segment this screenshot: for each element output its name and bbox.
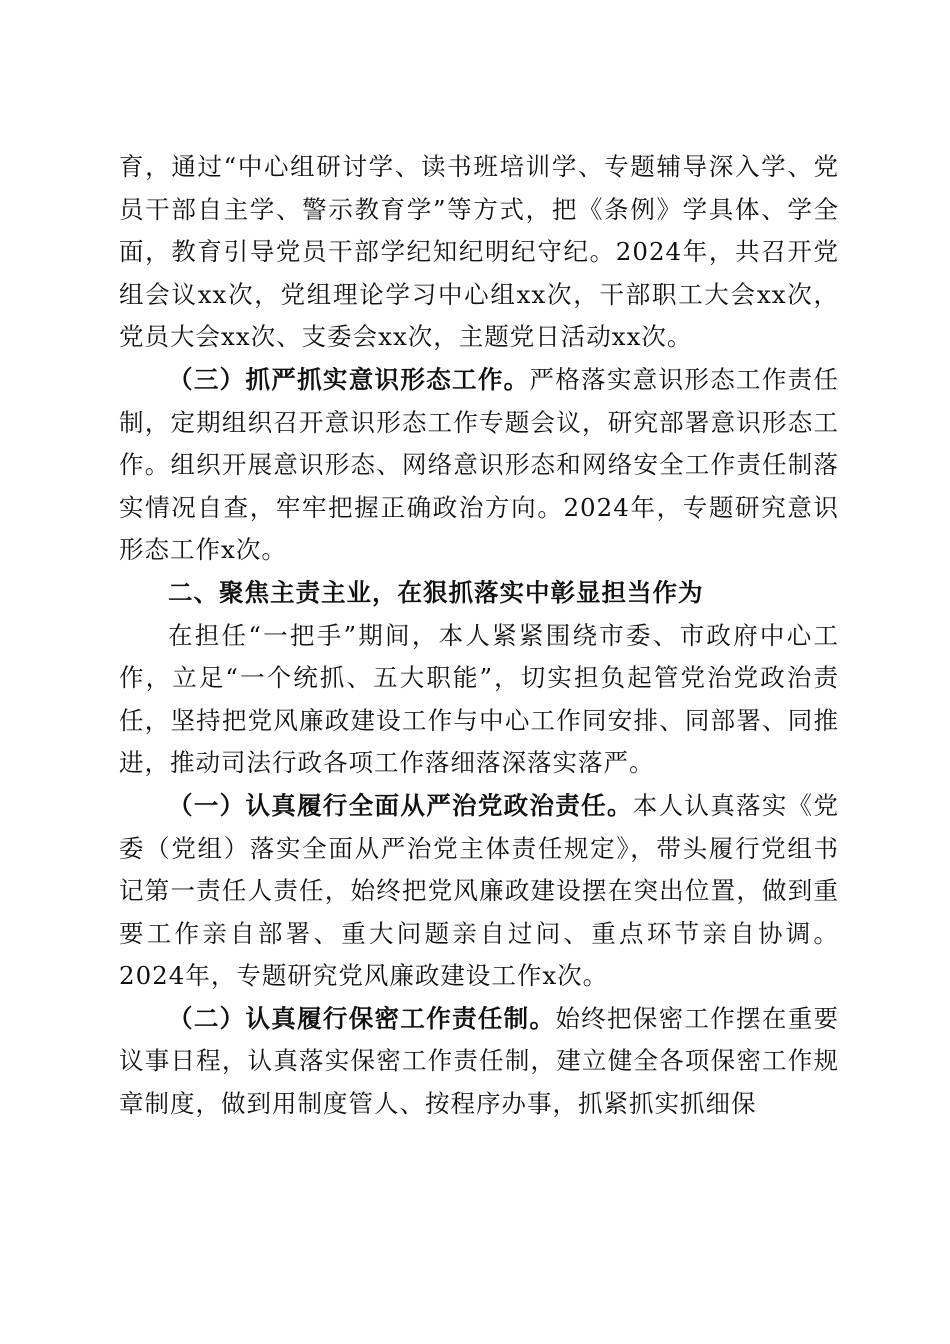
- section-heading: 二、聚焦主责主业，在狠抓落实中彰显担当作为: [168, 577, 704, 607]
- subsection-heading: （一）认真履行全面从严治党政治责任。: [168, 790, 633, 820]
- paragraph-body: [119, 615, 839, 785]
- paragraph-text: 始终把保密工作摆在重要议事日程，认真落实保密工作责任制，建立健全各项保密工作规章制度，做到用制度管人、按程序办事，抓紧抓实抓细保: [119, 1003, 840, 1119]
- paragraph-text: 在担任“一把手”期间，本人紧紧围绕市委、市政府中心工作，立足“一个统抓、五大职能”，切实担负起管党治党政治责任，坚持把党风廉政建设工作与中心工作同安排、同部署、同推进，推动司法行政各项工作落细落深落实落严。: [119, 620, 839, 778]
- subsection-heading: （三）抓严抓实意识形态工作。: [168, 364, 530, 394]
- document-body: [119, 146, 839, 1126]
- paragraph-text: 严格落实意识形态工作责任制，定期组织召开意识形态工作专题会议，研究部署意识形态工作。组织开展意识形态、网络意识形态和网络安全工作责任制落实情况自查，牢牢把握正确政治方向。2024年，专题研究意识形态工作x次。: [119, 364, 840, 565]
- paragraph-continuation: [119, 146, 839, 359]
- paragraph-subsection-3: [119, 359, 839, 572]
- paragraph-text: 本人认真落实《党委（党组）落实全面从严治党主体责任规定》，带头履行党组书记第一责任人责任，始终把党风廉政建设摆在突出位置，做到重要工作亲自部署、重大问题亲自过问、重点环节亲自协调。2024年，专题研究党风廉政建设工作x次。: [119, 790, 840, 991]
- paragraph-text: 育，通过“中心组研讨学、读书班培训学、专题辅导深入学、党员干部自主学、警示教育学”等方式，把《条例》学具体、学全面，教育引导党员干部学纪知纪明纪守纪。2024年，共召开党组会议xx次，党组理论学习中心组xx次，干部职工大会xx次，党员大会xx次、支委会xx次，主题党日活动xx次。: [119, 152, 839, 352]
- paragraph-subsection-2: [119, 998, 839, 1126]
- paragraph-subsection-1: [119, 785, 839, 998]
- subsection-heading: （二）认真履行保密工作责任制。: [168, 1003, 556, 1033]
